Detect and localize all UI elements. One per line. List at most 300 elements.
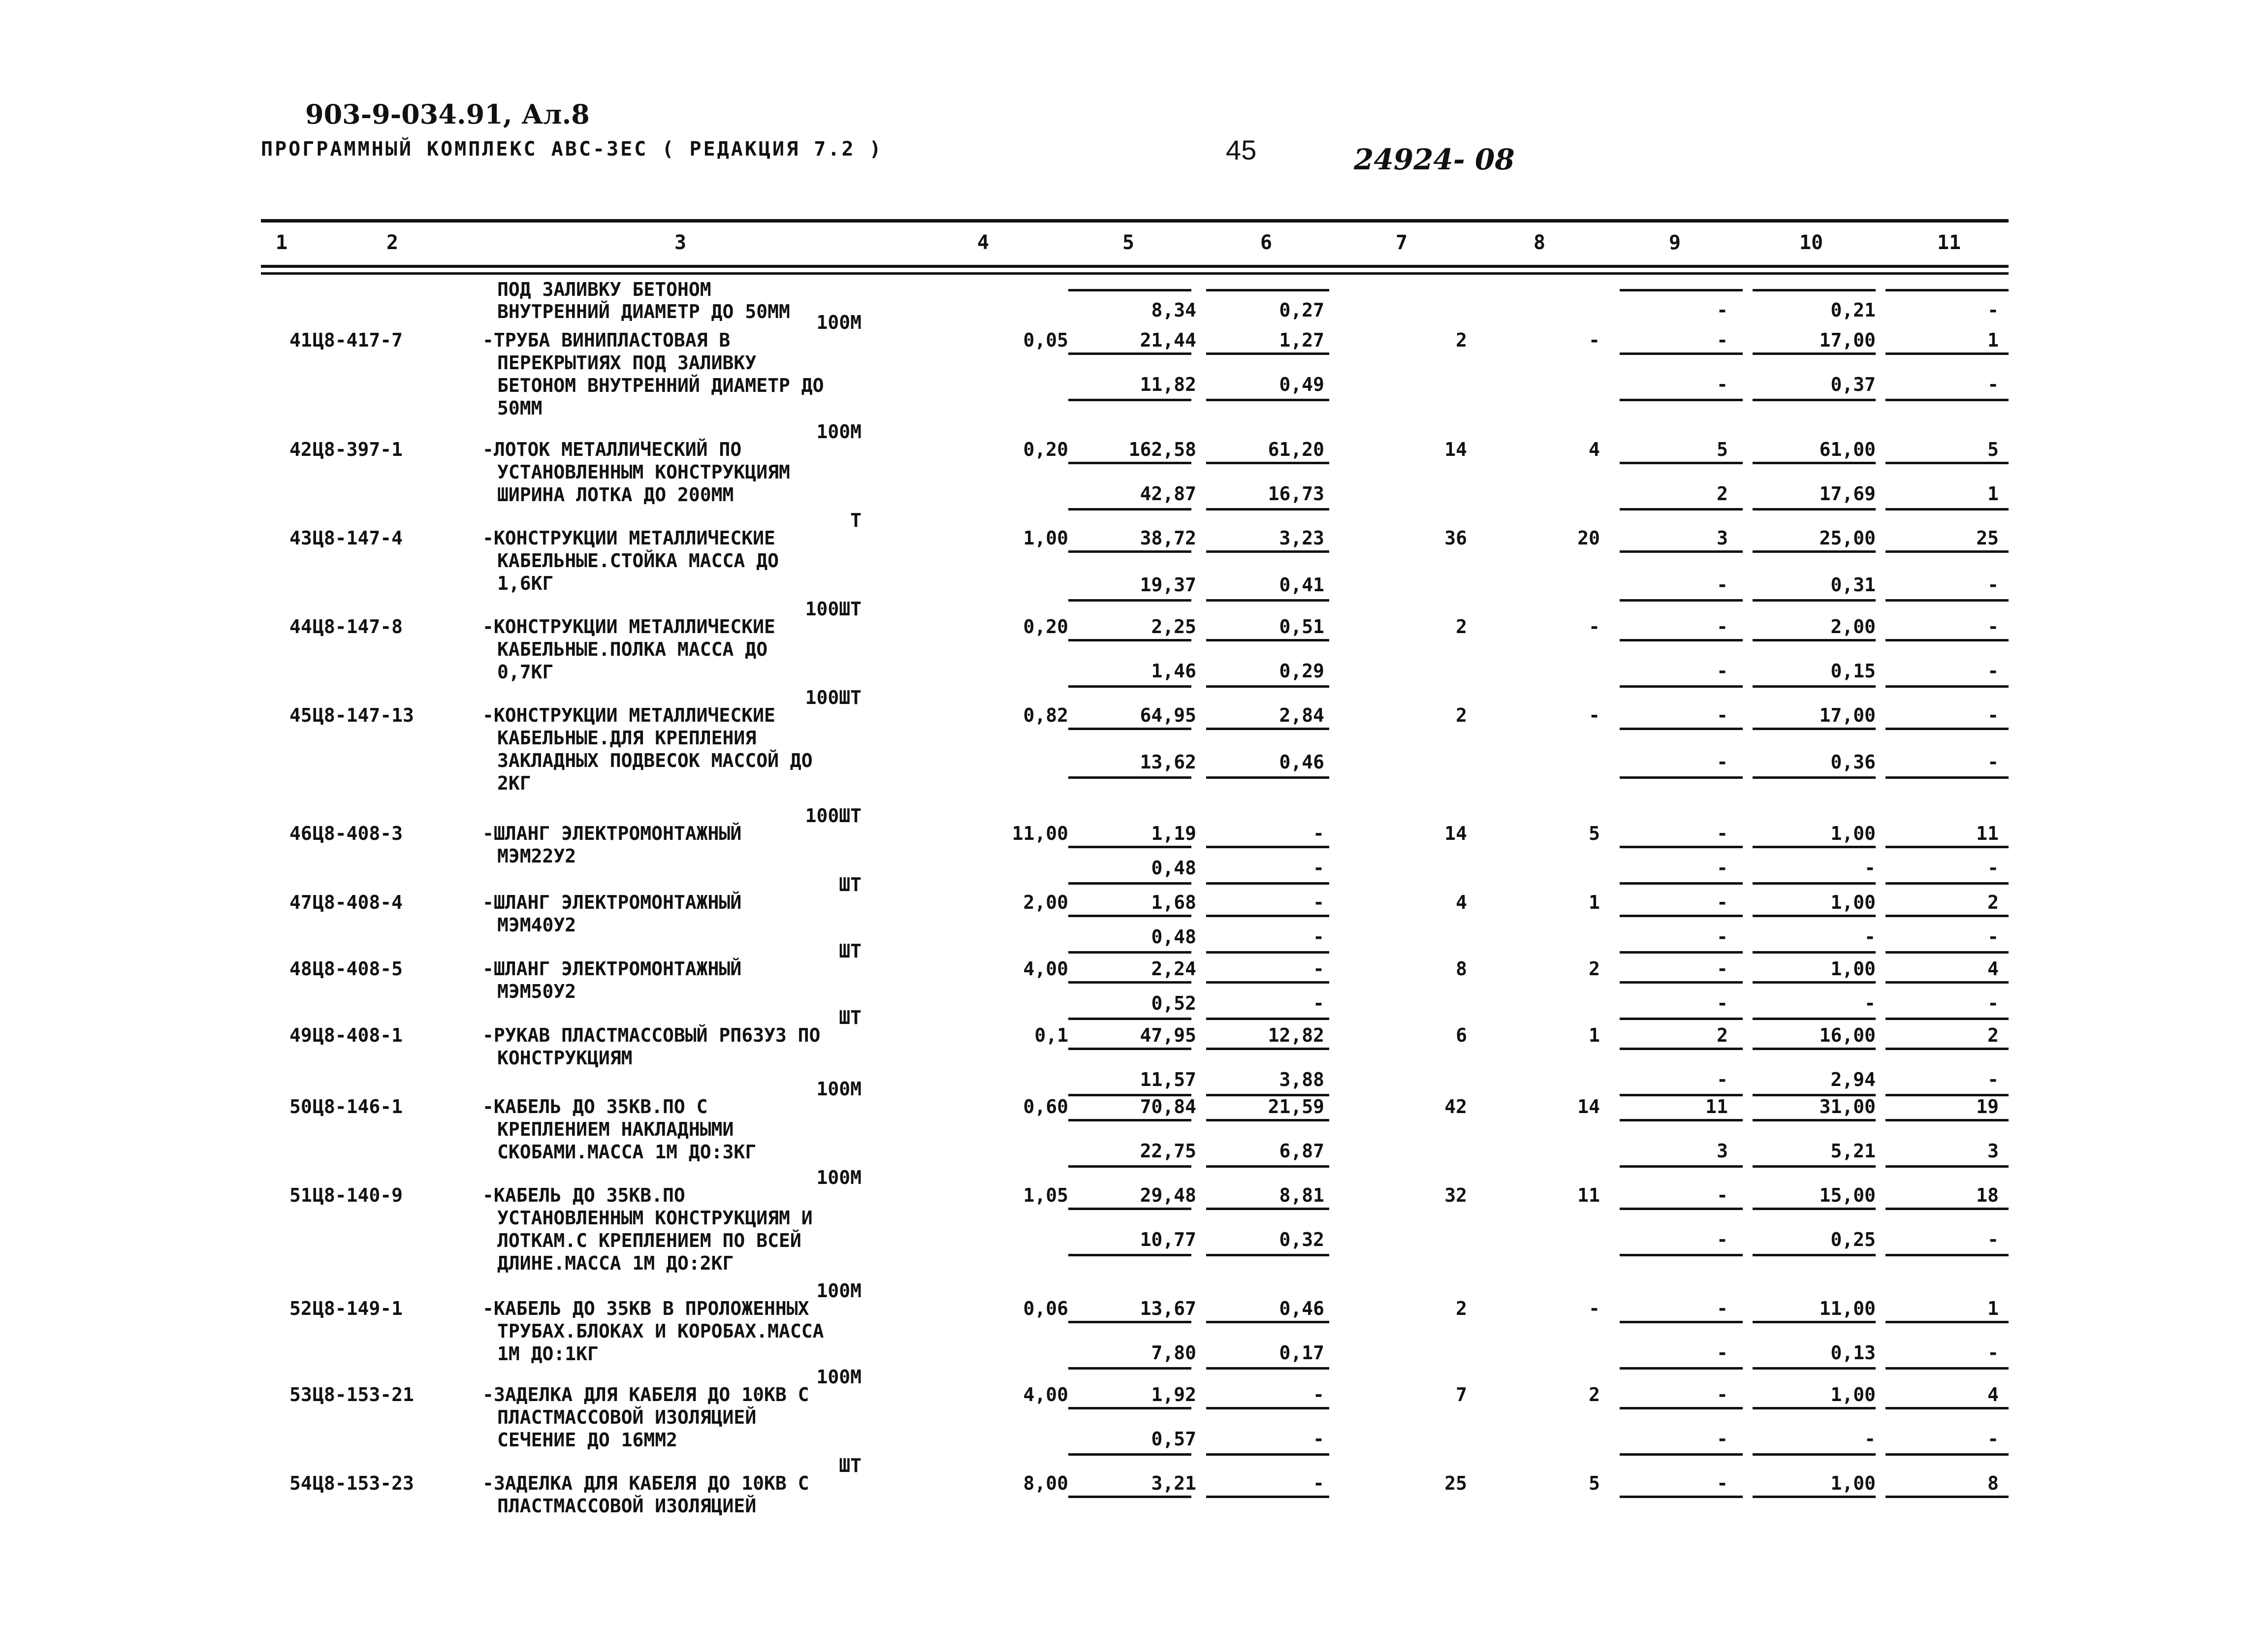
row-code: Ц8-153-21 bbox=[313, 1384, 414, 1405]
cell-underline bbox=[1885, 1453, 2009, 1456]
row-description-line: КАБЕЛЬНЫЕ.ПОЛКА МАССА ДО bbox=[497, 638, 768, 660]
row-unit: ШТ bbox=[839, 874, 862, 895]
cell-underline bbox=[1885, 550, 2009, 553]
table-top-rule bbox=[261, 219, 2009, 223]
cell-c8: 4 bbox=[1589, 439, 1600, 460]
cell-underline bbox=[1620, 1018, 1743, 1020]
cell-c6b: 6,87 bbox=[1279, 1140, 1324, 1162]
cell-underline bbox=[1206, 1165, 1329, 1168]
cell-underline bbox=[1068, 776, 1191, 779]
cell-c9b: - bbox=[1717, 299, 1728, 321]
table-row bbox=[0, 1366, 2268, 1451]
cell-c9: - bbox=[1717, 1298, 1728, 1319]
table-row bbox=[0, 874, 2268, 948]
cell-underline bbox=[1068, 1018, 1191, 1020]
cell-c11: - bbox=[1987, 616, 1999, 638]
cell-c7: 42 bbox=[1444, 1096, 1467, 1117]
cell-c10: 1,00 bbox=[1830, 823, 1876, 844]
cell-c6: 2,84 bbox=[1279, 704, 1324, 726]
cell-underline bbox=[1885, 1165, 2009, 1168]
cell-c7: 36 bbox=[1444, 527, 1467, 549]
page-number: 45 bbox=[1226, 134, 1257, 165]
row-description-line: КОНСТРУКЦИЯМ bbox=[497, 1047, 633, 1069]
column-header: 10 bbox=[1799, 231, 1823, 254]
row-description-line: ПЛАСТМАССОВОЙ ИЗОЛЯЦИЕЙ bbox=[497, 1495, 757, 1517]
cell-c9b: - bbox=[1717, 374, 1728, 395]
cell-c4: 11,00 bbox=[1012, 823, 1068, 844]
cell-underline bbox=[1206, 882, 1329, 885]
cell-underline bbox=[1620, 1453, 1743, 1456]
cell-c10: 15,00 bbox=[1819, 1184, 1876, 1206]
cell-c6: - bbox=[1313, 1472, 1324, 1494]
cell-underline bbox=[1620, 1254, 1743, 1256]
cell-c7: 32 bbox=[1444, 1184, 1467, 1206]
row-unit: Т bbox=[850, 510, 862, 531]
cell-c4: 1,00 bbox=[1023, 527, 1068, 549]
row-description-line: ВНУТРЕННИЙ ДИАМЕТР ДО 50ММ bbox=[497, 301, 790, 322]
cell-c6b: 0,17 bbox=[1279, 1342, 1324, 1364]
cell-c9: - bbox=[1717, 329, 1728, 351]
row-description-line: СЕЧЕНИЕ ДО 16ММ2 bbox=[497, 1429, 678, 1451]
table-row bbox=[0, 1280, 2268, 1365]
cell-underline bbox=[1068, 915, 1191, 917]
table-row bbox=[0, 1455, 2268, 1517]
cell-underline bbox=[1206, 550, 1329, 553]
cell-c9: - bbox=[1717, 1184, 1728, 1206]
cell-underline bbox=[1753, 289, 1876, 291]
cell-underline bbox=[1753, 1048, 1876, 1050]
cell-c5b: 1,46 bbox=[1151, 660, 1196, 682]
cell-underline bbox=[1206, 981, 1329, 984]
cell-c9b: - bbox=[1717, 857, 1728, 879]
cell-underline bbox=[1885, 352, 2009, 355]
cell-underline bbox=[1620, 1367, 1743, 1370]
cell-c10: 11,00 bbox=[1819, 1298, 1876, 1319]
cell-c7: 14 bbox=[1444, 439, 1467, 460]
row-number: 54 bbox=[289, 1472, 312, 1494]
row-description-line: ЛОТКАМ.С КРЕПЛЕНИЕМ ПО ВСЕЙ bbox=[497, 1230, 801, 1251]
column-header: 8 bbox=[1533, 231, 1546, 254]
cell-underline bbox=[1068, 352, 1191, 355]
cell-c5b: 8,34 bbox=[1151, 299, 1196, 321]
cell-c11b: - bbox=[1987, 299, 1999, 321]
cell-c9: - bbox=[1717, 1384, 1728, 1405]
cell-c10b: 0,15 bbox=[1830, 660, 1876, 682]
cell-c8: 2 bbox=[1589, 958, 1600, 980]
cell-c9b: - bbox=[1717, 1229, 1728, 1250]
row-code: Ц8-140-9 bbox=[313, 1184, 403, 1206]
cell-underline bbox=[1068, 1119, 1191, 1121]
cell-underline bbox=[1753, 1321, 1876, 1323]
cell-underline bbox=[1068, 685, 1191, 688]
cell-underline bbox=[1620, 846, 1743, 848]
cell-underline bbox=[1885, 882, 2009, 885]
cell-c10b: 0,13 bbox=[1830, 1342, 1876, 1364]
cell-c10: 2,00 bbox=[1830, 616, 1876, 638]
column-header: 3 bbox=[674, 231, 687, 254]
row-description-line: 1,6КГ bbox=[497, 573, 554, 594]
cell-c11: 2 bbox=[1987, 892, 1999, 913]
cell-c11b: - bbox=[1987, 1428, 1999, 1450]
row-number: 49 bbox=[289, 1024, 312, 1046]
row-code: Ц8-408-1 bbox=[313, 1024, 403, 1046]
cell-underline bbox=[1068, 1321, 1191, 1323]
cell-underline bbox=[1068, 981, 1191, 984]
cell-underline bbox=[1885, 1119, 2009, 1121]
cell-underline bbox=[1885, 1321, 2009, 1323]
row-unit: 100М bbox=[816, 1366, 862, 1388]
cell-c5b: 22,75 bbox=[1140, 1140, 1196, 1162]
cell-underline bbox=[1885, 289, 2009, 291]
cell-underline bbox=[1068, 846, 1191, 848]
cell-underline bbox=[1068, 1367, 1191, 1370]
cell-c6: 0,46 bbox=[1279, 1298, 1324, 1319]
cell-c7: 6 bbox=[1456, 1024, 1467, 1046]
cell-underline bbox=[1753, 1407, 1876, 1409]
header-rule bbox=[261, 265, 2009, 268]
cell-c5b: 42,87 bbox=[1140, 483, 1196, 505]
row-description-line: 2КГ bbox=[497, 772, 531, 794]
cell-c9b: - bbox=[1717, 1342, 1728, 1364]
cell-underline bbox=[1753, 1208, 1876, 1210]
cell-c5b: 19,37 bbox=[1140, 574, 1196, 596]
cell-underline bbox=[1068, 399, 1191, 401]
cell-underline bbox=[1885, 915, 2009, 917]
row-description-line: КРЕПЛЕНИЕМ НАКЛАДНЫМИ bbox=[497, 1118, 734, 1140]
cell-underline bbox=[1753, 685, 1876, 688]
cell-underline bbox=[1753, 1453, 1876, 1456]
cell-c11: 1 bbox=[1987, 329, 1999, 351]
cell-c6: - bbox=[1313, 1384, 1324, 1405]
cell-c11: 2 bbox=[1987, 1024, 1999, 1046]
cell-c9: 2 bbox=[1717, 1024, 1728, 1046]
cell-underline bbox=[1753, 508, 1876, 511]
row-description-line: -ШЛАНГ ЭЛЕКТРОМОНТАЖНЫЙ bbox=[482, 958, 742, 980]
cell-c4: 0,20 bbox=[1023, 616, 1068, 638]
cell-c10b: 0,25 bbox=[1830, 1229, 1876, 1250]
cell-c5b: 10,77 bbox=[1140, 1229, 1196, 1250]
table-row bbox=[0, 421, 2268, 506]
cell-c5: 2,25 bbox=[1151, 616, 1196, 638]
row-code: Ц8-408-3 bbox=[313, 823, 403, 844]
cell-c4: 0,1 bbox=[1034, 1024, 1068, 1046]
cell-c5: 3,21 bbox=[1151, 1472, 1196, 1494]
table-row bbox=[0, 805, 2268, 879]
cell-c6: - bbox=[1313, 892, 1324, 913]
row-unit: 100ШТ bbox=[805, 598, 862, 620]
row-code: Ц8-417-7 bbox=[313, 329, 403, 351]
cell-underline bbox=[1068, 1407, 1191, 1409]
cell-c10b: 17,69 bbox=[1819, 483, 1876, 505]
table-row-continuation bbox=[0, 278, 2268, 322]
cell-c8: 5 bbox=[1589, 1472, 1600, 1494]
program-title: ПРОГРАММНЫЙ КОМПЛЕКС АВС-3ЕС ( РЕДАКЦИЯ 7.2 ) bbox=[261, 138, 883, 160]
cell-c9: - bbox=[1717, 1472, 1728, 1494]
row-description-line: -КОНСТРУКЦИИ МЕТАЛЛИЧЕСКИЕ bbox=[482, 616, 775, 638]
cell-c6b: 0,29 bbox=[1279, 660, 1324, 682]
cell-c5: 47,95 bbox=[1140, 1024, 1196, 1046]
cell-underline bbox=[1620, 776, 1743, 779]
row-unit: 100М bbox=[816, 1167, 862, 1188]
cell-underline bbox=[1885, 1048, 2009, 1050]
row-description-line: БЕТОНОМ ВНУТРЕННИЙ ДИАМЕТР ДО bbox=[497, 375, 824, 396]
row-unit: 100М bbox=[816, 1280, 862, 1302]
cell-c4: 4,00 bbox=[1023, 958, 1068, 980]
column-header: 11 bbox=[1937, 231, 1961, 254]
row-number: 45 bbox=[289, 704, 312, 726]
cell-c5: 70,84 bbox=[1140, 1096, 1196, 1117]
row-code: Ц8-147-13 bbox=[313, 704, 414, 726]
cell-c6b: - bbox=[1313, 857, 1324, 879]
cell-c6b: - bbox=[1313, 926, 1324, 948]
cell-c4: 4,00 bbox=[1023, 1384, 1068, 1405]
row-description-line: УСТАНОВЛЕННЫМ КОНСТРУКЦИЯМ bbox=[497, 461, 790, 483]
row-unit: ШТ bbox=[839, 1007, 862, 1028]
cell-c6: - bbox=[1313, 823, 1324, 844]
cell-c8: 2 bbox=[1589, 1384, 1600, 1405]
cell-underline bbox=[1753, 776, 1876, 779]
row-description-line: -РУКАВ ПЛАСТМАССОВЫЙ РП63УЗ ПО bbox=[482, 1024, 821, 1046]
cell-c4: 8,00 bbox=[1023, 1472, 1068, 1494]
cell-underline bbox=[1068, 599, 1191, 602]
cell-c9b: 2 bbox=[1717, 483, 1728, 505]
cell-underline bbox=[1206, 1048, 1329, 1050]
cell-c11b: - bbox=[1987, 857, 1999, 879]
row-description-line: ЗАКЛАДНЫХ ПОДВЕСОК МАССОЙ ДО bbox=[497, 750, 813, 771]
cell-underline bbox=[1885, 508, 2009, 511]
cell-underline bbox=[1885, 1367, 2009, 1370]
cell-underline bbox=[1206, 915, 1329, 917]
row-unit: ШТ bbox=[839, 1455, 862, 1476]
cell-c5: 1,19 bbox=[1151, 823, 1196, 844]
cell-c11: 5 bbox=[1987, 439, 1999, 460]
cell-underline bbox=[1068, 1496, 1191, 1498]
cell-c7: 2 bbox=[1456, 616, 1467, 638]
cell-underline bbox=[1206, 289, 1329, 291]
cell-c6b: 0,27 bbox=[1279, 299, 1324, 321]
cell-c5: 21,44 bbox=[1140, 329, 1196, 351]
cell-c8: 14 bbox=[1577, 1096, 1600, 1117]
cell-c6b: 3,88 bbox=[1279, 1069, 1324, 1090]
cell-c5b: 11,82 bbox=[1140, 374, 1196, 395]
cell-underline bbox=[1620, 915, 1743, 917]
header-rule-double bbox=[261, 272, 2009, 275]
cell-c11: 8 bbox=[1987, 1472, 1999, 1494]
row-unit: 100М bbox=[816, 421, 862, 443]
cell-underline bbox=[1753, 882, 1876, 885]
cell-underline bbox=[1885, 1208, 2009, 1210]
cell-underline bbox=[1753, 399, 1876, 401]
cell-underline bbox=[1753, 915, 1876, 917]
cell-underline bbox=[1620, 981, 1743, 984]
row-description-line: МЭМ40У2 bbox=[497, 914, 576, 936]
cell-underline bbox=[1885, 981, 2009, 984]
cell-c6: 0,51 bbox=[1279, 616, 1324, 638]
cell-underline bbox=[1620, 882, 1743, 885]
table-row bbox=[0, 687, 2268, 794]
cell-underline bbox=[1620, 685, 1743, 688]
cell-underline bbox=[1620, 1119, 1743, 1121]
column-header: 9 bbox=[1669, 231, 1681, 254]
cell-c9: - bbox=[1717, 704, 1728, 726]
cell-c9b: - bbox=[1717, 926, 1728, 948]
cell-underline bbox=[1753, 846, 1876, 848]
cell-underline bbox=[1068, 639, 1191, 641]
cell-underline bbox=[1206, 599, 1329, 602]
cell-c8: 1 bbox=[1589, 892, 1600, 913]
row-number: 52 bbox=[289, 1298, 312, 1319]
cell-c11b: - bbox=[1987, 1342, 1999, 1364]
cell-c9b: - bbox=[1717, 1069, 1728, 1090]
cell-c10b: - bbox=[1864, 1428, 1876, 1450]
cell-underline bbox=[1068, 462, 1191, 464]
row-description-line: КАБЕЛЬНЫЕ.СТОЙКА МАССА ДО bbox=[497, 550, 779, 572]
row-description-line: ПЛАСТМАССОВОЙ ИЗОЛЯЦИЕЙ bbox=[497, 1406, 757, 1428]
cell-c5: 162,58 bbox=[1128, 439, 1196, 460]
cell-underline bbox=[1620, 462, 1743, 464]
cell-c10: 16,00 bbox=[1819, 1024, 1876, 1046]
table-row bbox=[0, 598, 2268, 683]
row-description-line: -КАБЕЛЬ ДО 35КВ В ПРОЛОЖЕННЫХ bbox=[482, 1298, 809, 1319]
row-code: Ц8-408-5 bbox=[313, 958, 403, 980]
cell-c11: 18 bbox=[1976, 1184, 1999, 1206]
cell-c7: 2 bbox=[1456, 704, 1467, 726]
row-number: 42 bbox=[289, 439, 312, 460]
cell-c9: 5 bbox=[1717, 439, 1728, 460]
cell-c7: 14 bbox=[1444, 823, 1467, 844]
cell-c11: 4 bbox=[1987, 1384, 1999, 1405]
cell-c10: 25,00 bbox=[1819, 527, 1876, 549]
cell-c9b: - bbox=[1717, 992, 1728, 1014]
cell-c10b: - bbox=[1864, 992, 1876, 1014]
row-code: Ц8-397-1 bbox=[313, 439, 403, 460]
cell-underline bbox=[1753, 550, 1876, 553]
row-description-line: МЭМ22У2 bbox=[497, 845, 576, 867]
row-description-line: 0,7КГ bbox=[497, 661, 554, 683]
cell-underline bbox=[1206, 1254, 1329, 1256]
column-header: 2 bbox=[386, 231, 399, 254]
row-description-line: 1М ДО:1КГ bbox=[497, 1343, 599, 1365]
cell-c9: 3 bbox=[1717, 527, 1728, 549]
row-number: 41 bbox=[289, 329, 312, 351]
cell-underline bbox=[1885, 599, 2009, 602]
cell-c10: 61,00 bbox=[1819, 439, 1876, 460]
cell-underline bbox=[1885, 1496, 2009, 1498]
cell-underline bbox=[1206, 1453, 1329, 1456]
column-header: 1 bbox=[276, 231, 288, 254]
cell-c9b: - bbox=[1717, 574, 1728, 596]
row-description-line: ШИРИНА ЛОТКА ДО 200ММ bbox=[497, 484, 734, 506]
cell-underline bbox=[1620, 599, 1743, 602]
cell-underline bbox=[1206, 1367, 1329, 1370]
row-number: 53 bbox=[289, 1384, 312, 1405]
cell-c9b: 3 bbox=[1717, 1140, 1728, 1162]
cell-c5: 29,48 bbox=[1140, 1184, 1196, 1206]
cell-c5: 2,24 bbox=[1151, 958, 1196, 980]
cell-c11b: - bbox=[1987, 1229, 1999, 1250]
row-description-line: -КАБЕЛЬ ДО 35КВ.ПО С bbox=[482, 1096, 708, 1117]
cell-c10: 1,00 bbox=[1830, 1472, 1876, 1494]
cell-underline bbox=[1206, 728, 1329, 730]
cell-c10b: 0,36 bbox=[1830, 751, 1876, 773]
cell-c8: - bbox=[1589, 616, 1600, 638]
column-header: 5 bbox=[1122, 231, 1135, 254]
cell-underline bbox=[1206, 951, 1329, 954]
cell-c6: - bbox=[1313, 958, 1324, 980]
cell-c10b: 2,94 bbox=[1830, 1069, 1876, 1090]
cell-underline bbox=[1885, 639, 2009, 641]
cell-underline bbox=[1620, 508, 1743, 511]
row-description-line: -КОНСТРУКЦИИ МЕТАЛЛИЧЕСКИЕ bbox=[482, 704, 775, 726]
cell-c9: - bbox=[1717, 958, 1728, 980]
cell-underline bbox=[1885, 1254, 2009, 1256]
cell-underline bbox=[1206, 1018, 1329, 1020]
cell-underline bbox=[1620, 951, 1743, 954]
cell-c8: - bbox=[1589, 329, 1600, 351]
row-code: Ц8-149-1 bbox=[313, 1298, 403, 1319]
row-description-line: -ШЛАНГ ЭЛЕКТРОМОНТАЖНЫЙ bbox=[482, 892, 742, 913]
row-unit: 100М bbox=[816, 312, 862, 333]
cell-c6b: 0,41 bbox=[1279, 574, 1324, 596]
cell-c6: 3,23 bbox=[1279, 527, 1324, 549]
cell-c5b: 11,57 bbox=[1140, 1069, 1196, 1090]
cell-c8: - bbox=[1589, 1298, 1600, 1319]
row-description-line: ПЕРЕКРЫТИЯХ ПОД ЗАЛИВКУ bbox=[497, 352, 757, 374]
table-row bbox=[0, 510, 2268, 596]
cell-c9: 11 bbox=[1705, 1096, 1728, 1117]
cell-c11b: - bbox=[1987, 660, 1999, 682]
cell-c6b: 0,49 bbox=[1279, 374, 1324, 395]
cell-c8: 1 bbox=[1589, 1024, 1600, 1046]
cell-underline bbox=[1206, 639, 1329, 641]
row-description-line: -ЗАДЕЛКА ДЛЯ КАБЕЛЯ ДО 10КВ С bbox=[482, 1384, 809, 1405]
cell-underline bbox=[1620, 639, 1743, 641]
cell-c4: 2,00 bbox=[1023, 892, 1068, 913]
cell-underline bbox=[1206, 1321, 1329, 1323]
row-description-line: МЭМ50У2 bbox=[497, 981, 576, 1002]
cell-underline bbox=[1068, 550, 1191, 553]
cell-c11: 19 bbox=[1976, 1096, 1999, 1117]
cell-underline bbox=[1620, 1407, 1743, 1409]
cell-c11: 11 bbox=[1976, 823, 1999, 844]
cell-c9b: - bbox=[1717, 1428, 1728, 1450]
cell-c7: 2 bbox=[1456, 1298, 1467, 1319]
cell-c8: 20 bbox=[1577, 527, 1600, 549]
cell-underline bbox=[1206, 846, 1329, 848]
row-description-line: ДЛИНЕ.МАССА 1М ДО:2КГ bbox=[497, 1252, 734, 1274]
cell-underline bbox=[1068, 1208, 1191, 1210]
cell-c11: 1 bbox=[1987, 1298, 1999, 1319]
cell-c4: 0,60 bbox=[1023, 1096, 1068, 1117]
cell-underline bbox=[1620, 1048, 1743, 1050]
cell-underline bbox=[1885, 1407, 2009, 1409]
row-number: 50 bbox=[289, 1096, 312, 1117]
row-unit: 100ШТ bbox=[805, 687, 862, 708]
cell-c5: 1,68 bbox=[1151, 892, 1196, 913]
cell-underline bbox=[1068, 882, 1191, 885]
row-number: 46 bbox=[289, 823, 312, 844]
cell-underline bbox=[1885, 846, 2009, 848]
cell-c11: 4 bbox=[1987, 958, 1999, 980]
cell-underline bbox=[1885, 685, 2009, 688]
cell-c10: 17,00 bbox=[1819, 704, 1876, 726]
row-code: Ц8-408-4 bbox=[313, 892, 403, 913]
cell-underline bbox=[1068, 1254, 1191, 1256]
cell-underline bbox=[1206, 776, 1329, 779]
cell-c10b: 5,21 bbox=[1830, 1140, 1876, 1162]
cell-c10: 1,00 bbox=[1830, 958, 1876, 980]
cell-underline bbox=[1753, 1018, 1876, 1020]
